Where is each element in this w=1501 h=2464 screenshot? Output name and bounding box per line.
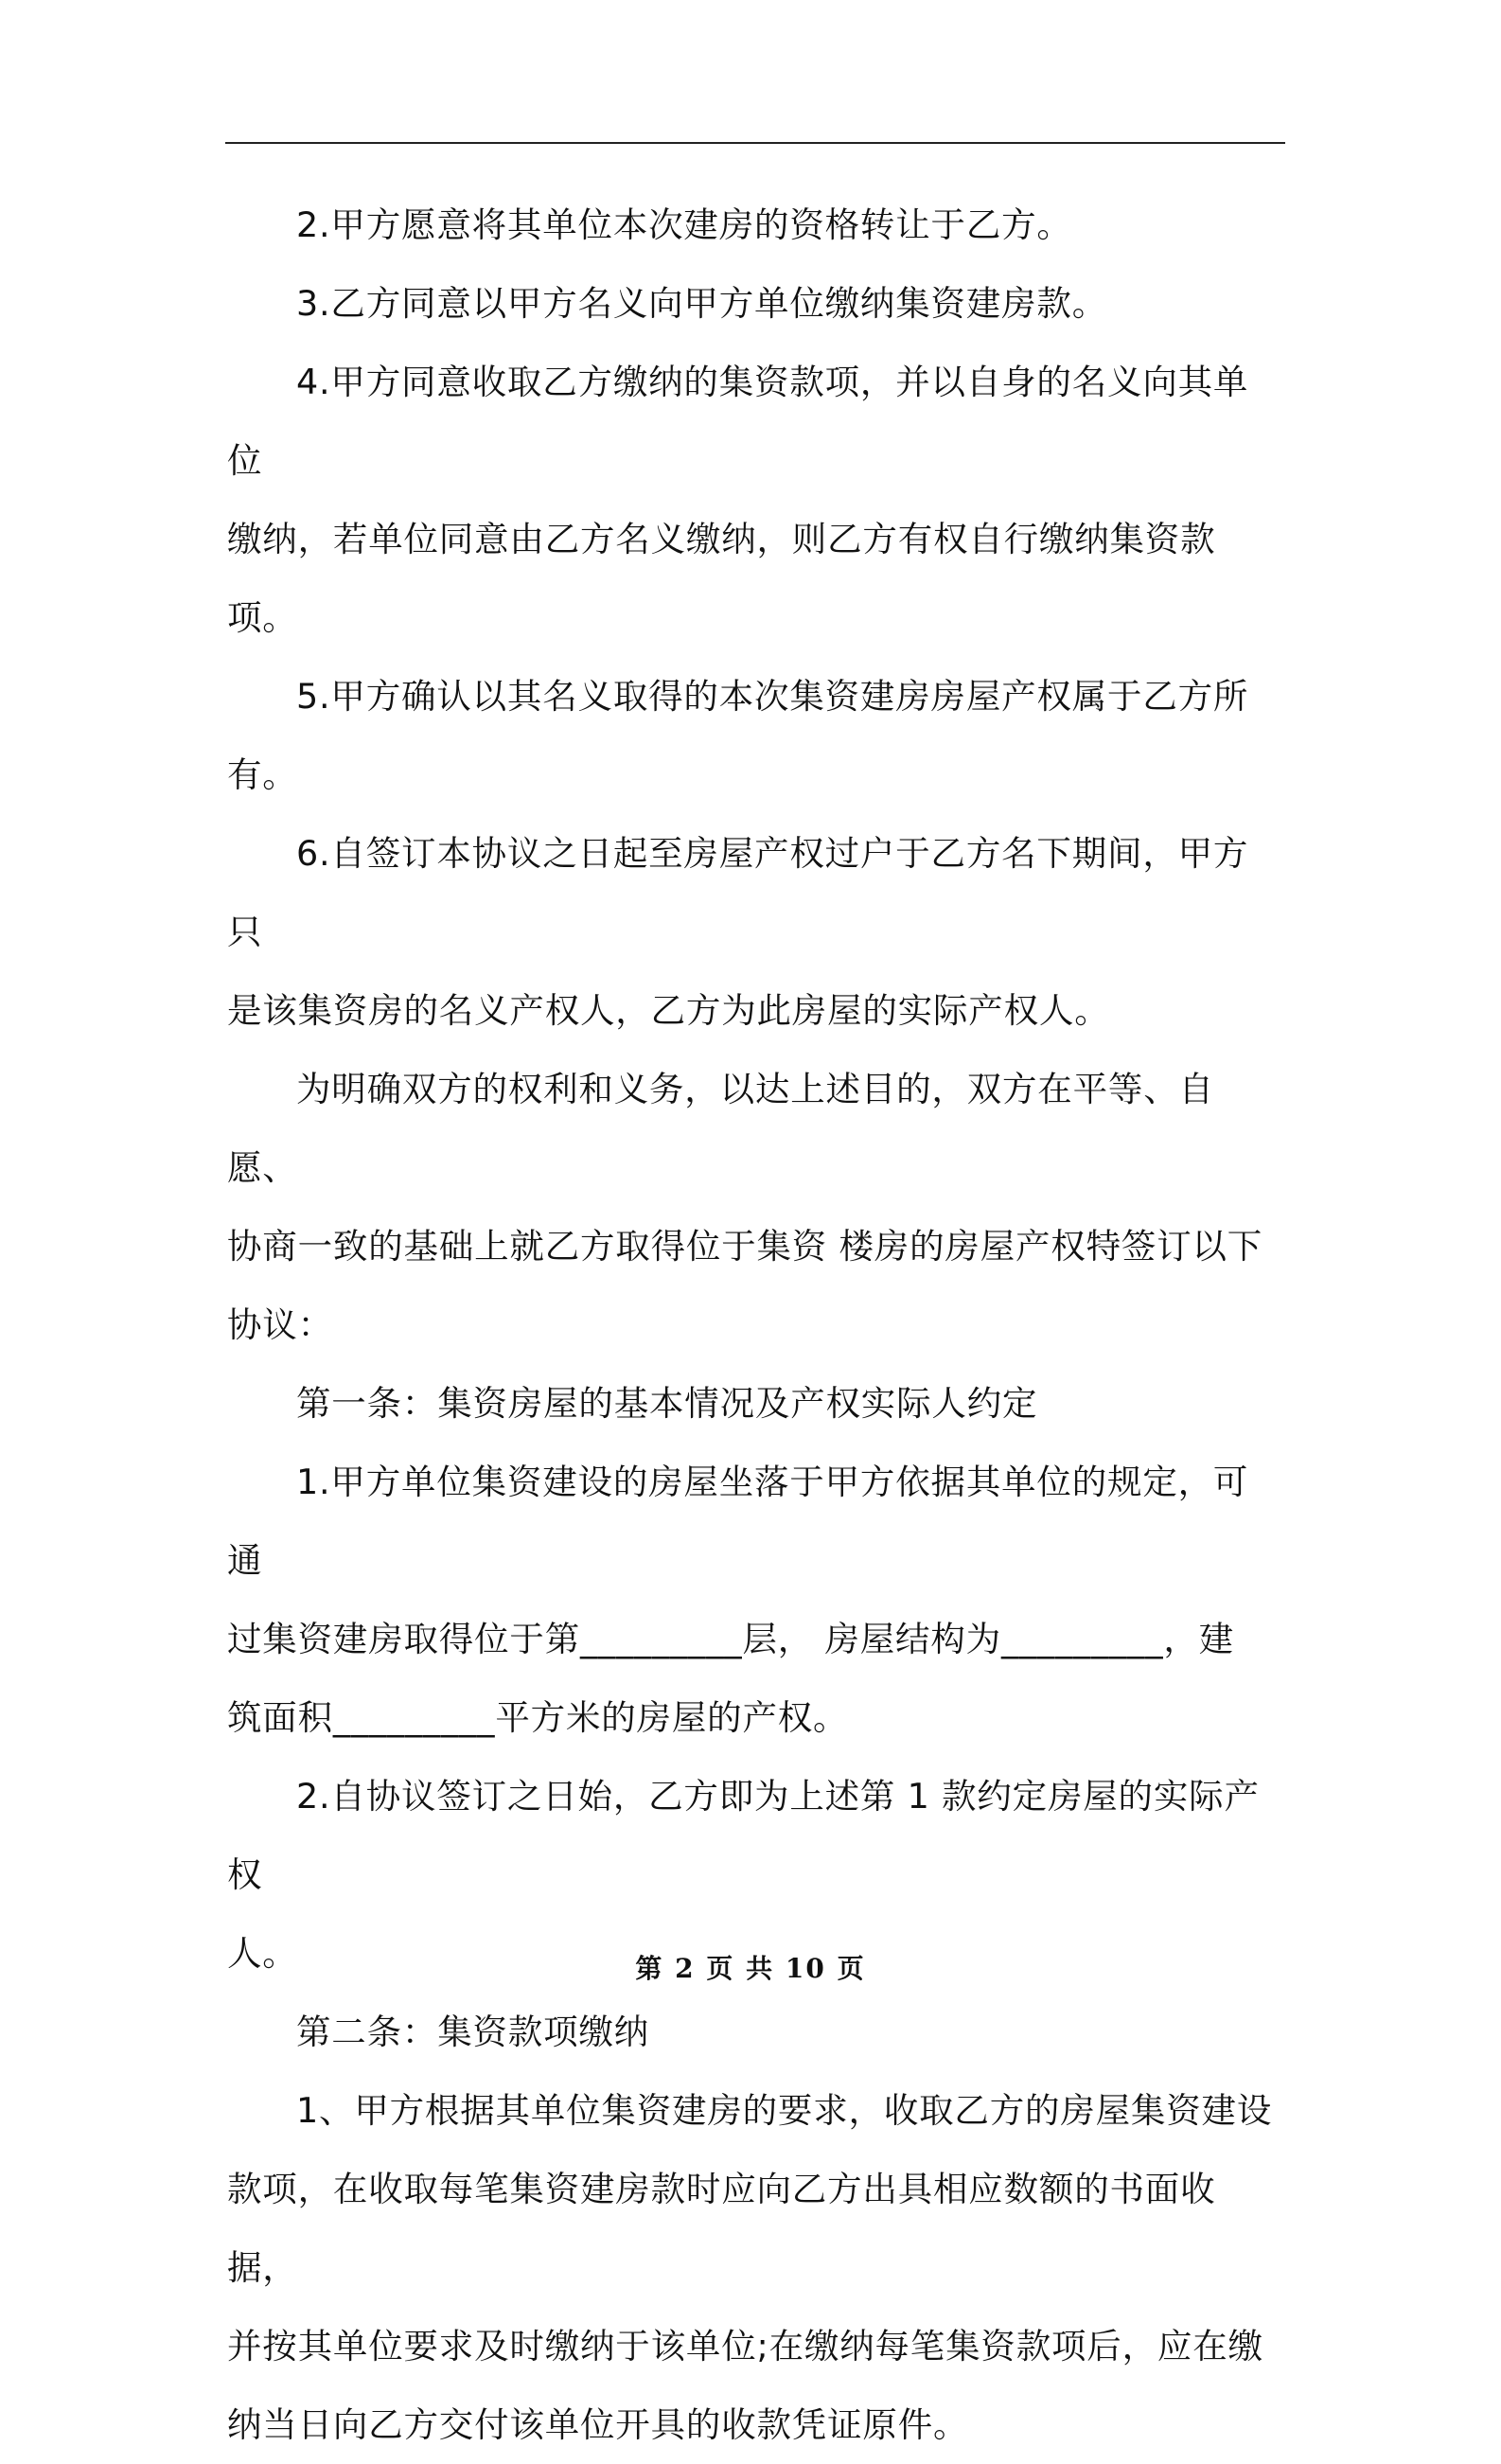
- paragraph-line: 为明确双方的权利和义务，以达上述目的，双方在平等、自愿、: [227, 1069, 1214, 1188]
- paragraph-line: 2.甲方愿意将其单位本次建房的资格转让于乙方。: [296, 204, 1072, 245]
- paragraph-line: 是该集资房的名义产权人，乙方为此房屋的实际产权人。: [227, 990, 1110, 1031]
- paragraph-line: 第二条：集资款项缴纳: [296, 2012, 649, 2052]
- header-divider: [225, 142, 1285, 144]
- paragraph-p2: [227, 264, 1283, 343]
- paragraph-line: 1.甲方单位集资建设的房屋坐落于甲方依据其单位的规定，可通: [227, 1462, 1249, 1581]
- paragraph-line: 3.乙方同意以甲方名义向甲方单位缴纳集资建房款。: [296, 283, 1108, 324]
- paragraph-line: 人。: [227, 1933, 298, 1974]
- paragraph-p3: [227, 343, 1283, 657]
- paragraph-p10: [227, 1993, 1283, 2071]
- paragraph-line: 1、甲方根据其单位集资建房的要求，收取乙方的房屋集资建设: [296, 2090, 1273, 2131]
- paragraph-line: 有。: [227, 754, 298, 795]
- paragraph-line: 6.自签订本协议之日起至房屋产权过户于乙方名下期间，甲方只: [227, 833, 1249, 952]
- paragraph-line: 2.自协议签订之日始，乙方即为上述第 1 款约定房屋的实际产权: [227, 1776, 1260, 1895]
- document-body: [227, 186, 1283, 2464]
- paragraph-p11: [227, 2071, 1283, 2464]
- page-number: 第 2 页 共 10 页: [635, 1953, 866, 1984]
- paragraph-line: 第一条：集资房屋的基本情况及产权实际人约定: [296, 1383, 1038, 1424]
- paragraph-line: 并按其单位要求及时缴纳于该单位;在缴纳每笔集资款项后，应在缴: [227, 2326, 1263, 2367]
- paragraph-line: 4.甲方同意收取乙方缴纳的集资款项，并以自身的名义向其单位: [227, 362, 1249, 481]
- paragraph-line: 筑面积_________平方米的房屋的产权。: [227, 1697, 849, 1738]
- paragraph-p7: [227, 1364, 1283, 1443]
- paragraph-line: 款项，在收取每笔集资建房款时应向乙方出具相应数额的书面收据，: [227, 2169, 1216, 2288]
- paragraph-p1: [227, 186, 1283, 264]
- paragraph-line: 缴纳，若单位同意由乙方名义缴纳，则乙方有权自行缴纳集资款项。: [227, 519, 1216, 638]
- paragraph-p8: [227, 1443, 1283, 1757]
- paragraph-p5: [227, 814, 1283, 1050]
- paragraph-p4: [227, 657, 1283, 814]
- paragraph-p6: [227, 1050, 1283, 1364]
- paragraph-line: 协商一致的基础上就乙方取得位于集资 楼房的房屋产权特签订以下: [227, 1226, 1263, 1267]
- paragraph-line: 过集资建房取得位于第_________层， 房屋结构为_________，建: [227, 1619, 1235, 1659]
- paragraph-line: 5.甲方确认以其名义取得的本次集资建房房屋产权属于乙方所: [296, 676, 1249, 717]
- paragraph-line: 纳当日向乙方交付该单位开具的收款凭证原件。: [227, 2404, 969, 2445]
- paragraph-line: 协议：: [227, 1304, 333, 1345]
